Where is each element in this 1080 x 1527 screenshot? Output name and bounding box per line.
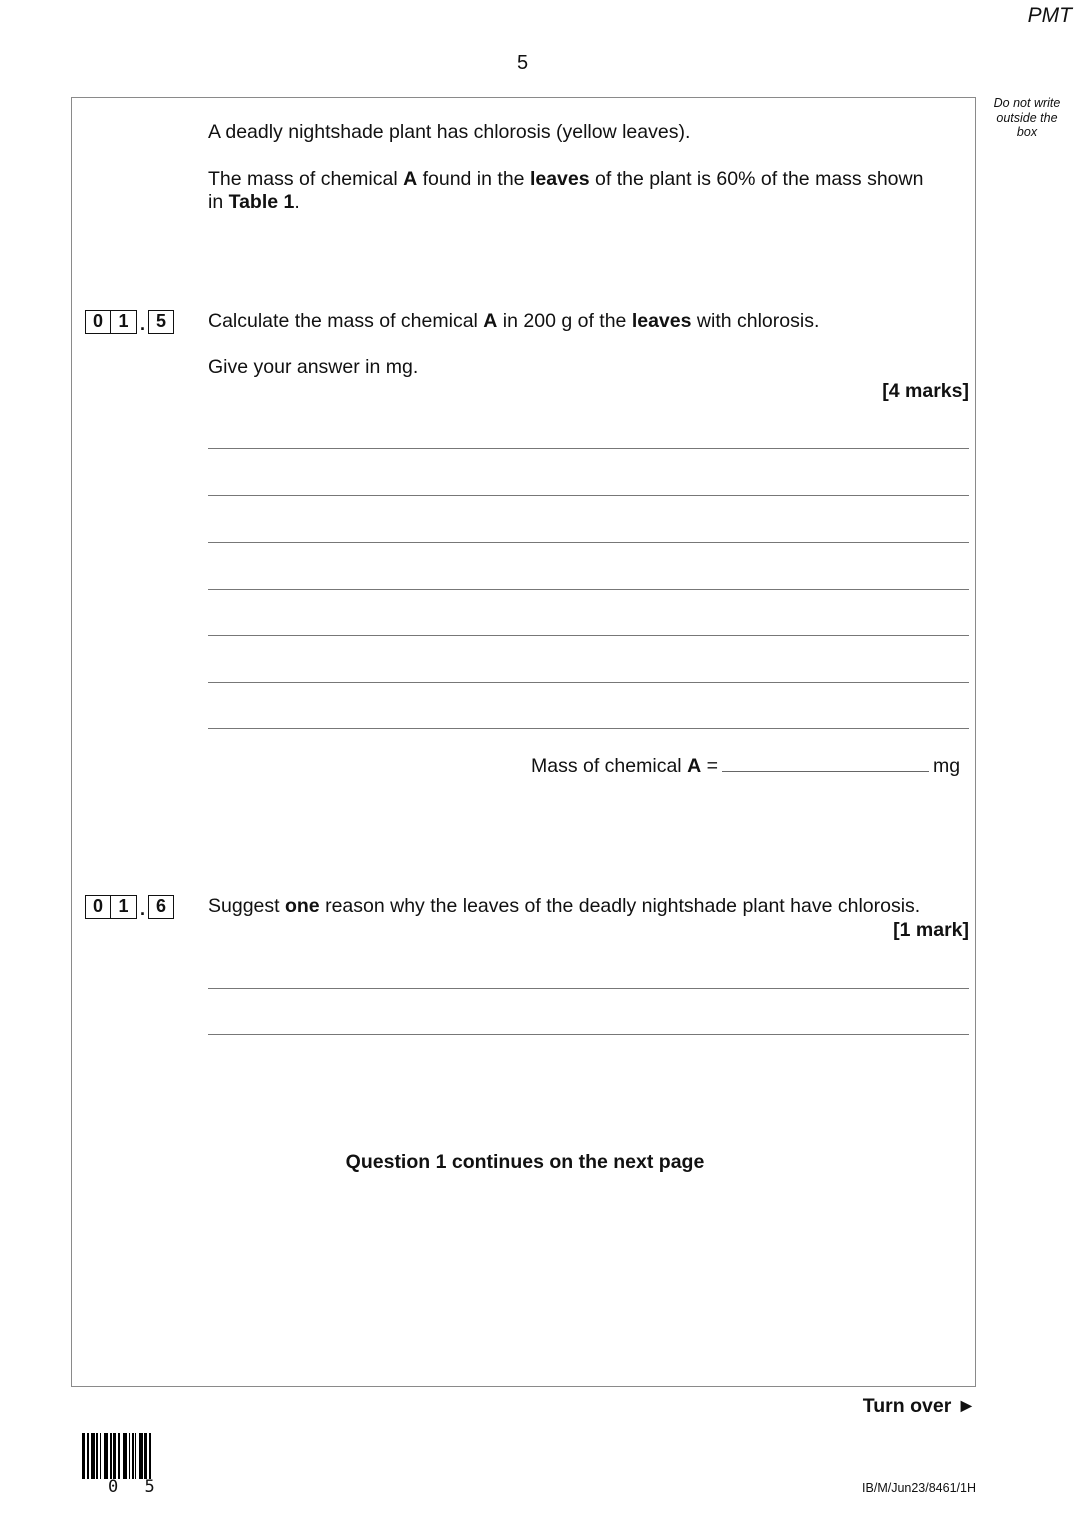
qnum-digit: 1	[111, 895, 137, 919]
answer-line[interactable]	[208, 1034, 969, 1035]
page-number: 5	[517, 52, 529, 74]
question-01-5-prompt	[208, 310, 819, 333]
qnum-digit: 1	[111, 310, 137, 334]
text-run: .	[294, 191, 300, 213]
barcode-icon	[82, 1433, 151, 1479]
text-run: reason why the leaves of the deadly nightshade plant have chlorosis.	[319, 895, 921, 917]
leaves-bold: leaves	[529, 168, 590, 190]
answer-line[interactable]	[208, 635, 969, 636]
qnum-digit: 0	[85, 895, 111, 919]
continues-notice: Question 1 continues on the next page	[345, 1151, 705, 1173]
question-01-5-instruction: Give your answer in mg.	[208, 356, 419, 378]
chemical-a-bold: A	[403, 168, 418, 190]
text-run: with chlorosis.	[691, 310, 820, 332]
leaves-bold: leaves	[631, 310, 692, 332]
answer-line[interactable]	[208, 589, 969, 590]
qnum-digit: 5	[148, 310, 174, 334]
table-1-bold: Table 1	[228, 191, 295, 213]
question-01-5-marks: [4 marks]	[882, 380, 969, 402]
answer-label: Mass of chemical	[531, 755, 688, 777]
question-number-01-6	[85, 893, 174, 920]
text-run: Suggest	[208, 895, 285, 917]
barcode-digits: 0 5	[108, 1477, 163, 1497]
chemical-a-bold: A	[687, 755, 702, 777]
question-01-6-prompt	[208, 895, 920, 918]
qnum-digit: 0	[85, 310, 111, 334]
intro-text-1: A deadly nightshade plant has chlorosis (yellow leaves).	[208, 121, 691, 143]
answer-line[interactable]	[208, 495, 969, 496]
turn-over-label: Turn over ►	[862, 1395, 976, 1417]
one-bold: one	[284, 895, 320, 917]
answer-line[interactable]	[208, 988, 969, 989]
qnum-dot: .	[139, 314, 145, 334]
intro-text-2	[208, 168, 923, 214]
question-01-6-marks: [1 mark]	[893, 919, 969, 941]
text-run: Calculate the mass of chemical	[208, 310, 484, 332]
answer-line[interactable]	[208, 728, 969, 729]
answer-box-frame	[71, 97, 976, 1387]
text-run: in 200 g of the	[497, 310, 632, 332]
qnum-digit: 6	[148, 895, 174, 919]
equals-sign: =	[701, 755, 718, 777]
final-answer-field[interactable]	[722, 753, 929, 772]
paper-code: IB/M/Jun23/8461/1H	[862, 1481, 976, 1495]
text-run: in	[208, 191, 229, 213]
question-number-01-5	[85, 308, 174, 335]
margin-note: Do not write outside the box	[993, 96, 1061, 139]
answer-line[interactable]	[208, 448, 969, 449]
text-run: The mass of chemical	[208, 168, 404, 190]
text-run: of the plant is 60% of the mass shown	[589, 168, 924, 190]
pmt-watermark: PMT	[1027, 4, 1072, 27]
answer-line[interactable]	[208, 542, 969, 543]
text-run: found in the	[417, 168, 530, 190]
answer-line[interactable]	[208, 682, 969, 683]
final-answer-row	[531, 753, 960, 778]
qnum-dot: .	[139, 899, 145, 919]
chemical-a-bold: A	[483, 310, 498, 332]
answer-unit: mg	[932, 755, 961, 777]
